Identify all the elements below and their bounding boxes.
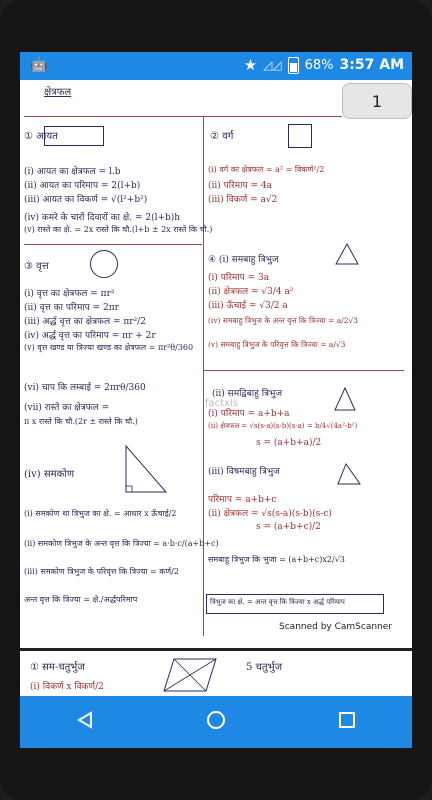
scanner-credit: Scanned by CamScanner (279, 622, 392, 632)
rect-formula: (ii) आयत का परिमाप = 2(l+b) (24, 181, 141, 191)
square-formula: (iii) विकर्ण = a√2 (208, 195, 278, 205)
right-triangle-formula: (ii) समकोण त्रिभुज के अन्त वृत्त कि त्रिज्या = a·b·c/(a+b+c) (24, 539, 219, 548)
equilateral-formula: (ii) क्षेत्रफल = √3/4 a² (208, 287, 294, 297)
isosceles-formula: (i) परिमाप = a+b+a (208, 409, 290, 419)
square-title: ② वर्ग (210, 131, 234, 142)
scalene-formula: (ii) क्षेत्रफल = √s(s-a)(s-b)(s-c) (208, 509, 332, 519)
equilateral-title: ④ (i) समबाहु त्रिभुज (208, 255, 279, 265)
status-bar (20, 52, 412, 80)
equilateral-formula: (i) परिमाप = 3a (208, 273, 270, 283)
scalene-title: (iii) विषमबाहु त्रिभुज (208, 467, 280, 477)
right-triangle-title: (iv) समकोण (24, 469, 75, 480)
android-icon: 🤖 (30, 57, 48, 73)
right-triangle-formula: (iii) समकोण त्रिभुज के परिवृत्त कि त्रिज्या = कर्ण/2 (24, 567, 179, 576)
equilateral-formula: (iv) समबाहु त्रिभुज के अन्त वृत्त कि त्रिज्या = a/2√3 (208, 316, 359, 325)
rect-formula: (iv) कमरे के चारों दिवारों का क्षे. = 2(l+b)h (24, 213, 181, 223)
isosceles-title: (ii) समद्विबाहु त्रिभुज (212, 389, 283, 399)
equilateral-side-formula: समबाहु त्रिभुज कि भुजा = (a+b+c)x2/√3 (208, 555, 345, 564)
rect-formula: (v) रास्ते का क्षे. = 2x रास्ते कि चौ.(l+b ± 2x रास्ते कि चौ.) (24, 225, 213, 234)
right-triangle-figure (120, 442, 170, 498)
column-divider (203, 116, 204, 636)
square-formula: (i) वर्ग का क्षेत्रफल = a² = विकर्ण²/2 (208, 165, 325, 174)
clock: 3:57 AM (339, 57, 404, 73)
rhombus-formula: (i) विकर्ण x विकर्ण/2 (30, 682, 104, 692)
square-figure (288, 124, 312, 148)
scalene-formula: s = (a+b+c)/2 (256, 522, 321, 532)
circle-title: ③ वृत्त (24, 261, 49, 272)
square-formula: (ii) परिमाप = 4a (208, 181, 272, 191)
isosceles-formula: (ii) क्षेत्रफल = √s(s-a)(s-b)(s-a) = b/4√(4a²-b²) (208, 422, 358, 430)
circle-formula: (i) वृत्त का क्षेत्रफल = πr² (24, 289, 115, 299)
rect-formula: (iii) आयत का विकर्ण = √(l²+b²) (24, 195, 148, 205)
scalene-triangle-figure (336, 462, 362, 488)
circle-formula: (v) वृत्त खण्ड या त्रिज्या खण्ड का क्षेत्रफल = πr²θ/360 (24, 343, 194, 352)
circle-formula: (vii) रास्ते का क्षेत्रफल = (24, 403, 110, 413)
watermark: factxis (205, 398, 238, 409)
equilateral-formula: (iii) ऊँचाई = √3/2 a (208, 301, 288, 311)
circle-formula: (iii) अर्द्ध वृत्त का क्षेत्रफल = πr²/2 (24, 317, 146, 327)
home-icon[interactable] (206, 710, 226, 734)
battery-icon (288, 57, 299, 74)
rhombus-title: ① सम-चतुर्भुज (30, 662, 85, 673)
divider (24, 116, 342, 117)
signal-icon: ◿◿ (263, 58, 282, 72)
right-triangle-formula: (i) समकोण था त्रिभुज का क्षे. = आधार x ऊँचाई/2 (24, 509, 177, 518)
quadrilateral-title: 5 चतुर्भुज (246, 662, 283, 673)
back-icon[interactable] (75, 710, 95, 734)
rect-formula: (i) आयत का क्षेत्रफल = l.b (24, 167, 121, 177)
scanned-document[interactable] (20, 80, 412, 642)
divider (24, 244, 202, 245)
battery-percent: 68% (304, 57, 334, 73)
circle-figure (90, 250, 118, 278)
circle-formula: π x रास्ते कि चौ.(2r ± रास्ते कि चौ.) (24, 417, 138, 426)
page-number-badge[interactable]: 1 (342, 83, 412, 119)
boxed-formula: त्रिभुज का क्षे. = अन्त वृत्त कि त्रिज्या x अर्द्ध परिमाप (210, 598, 345, 606)
screen (20, 52, 412, 748)
circle-formula: (iv) अर्द्ध वृत्त का परिमाप = πr + 2r (24, 331, 156, 341)
scalene-formula: परिमाप = a+b+c (208, 495, 277, 505)
isosceles-formula: s = (a+b+a)/2 (256, 438, 322, 448)
navigation-bar (20, 696, 412, 748)
equilateral-formula: (v) समबाहु त्रिभुज के परिवृत्त कि त्रिज्या = a/√3 (208, 340, 346, 349)
rect-title: ① आयत (24, 131, 58, 142)
circle-formula: (ii) वृत्त का परिमाप = 2πr (24, 303, 119, 313)
next-page-preview[interactable] (20, 648, 412, 699)
recent-apps-icon[interactable] (337, 710, 357, 734)
divider (204, 370, 404, 371)
circle-formula: (vi) चाप कि लम्बाई = 2πrθ/360 (24, 383, 146, 393)
equilateral-triangle-figure (334, 242, 360, 266)
notes-heading: क्षेत्रफल (44, 87, 72, 98)
isosceles-triangle-figure (332, 386, 358, 412)
incircle-radius-formula: अन्त वृत्त कि त्रिज्या = क्षे./अर्द्धपरिमाप (24, 595, 138, 604)
rhombus-figure (160, 655, 220, 695)
star-icon: ★ (243, 56, 258, 74)
